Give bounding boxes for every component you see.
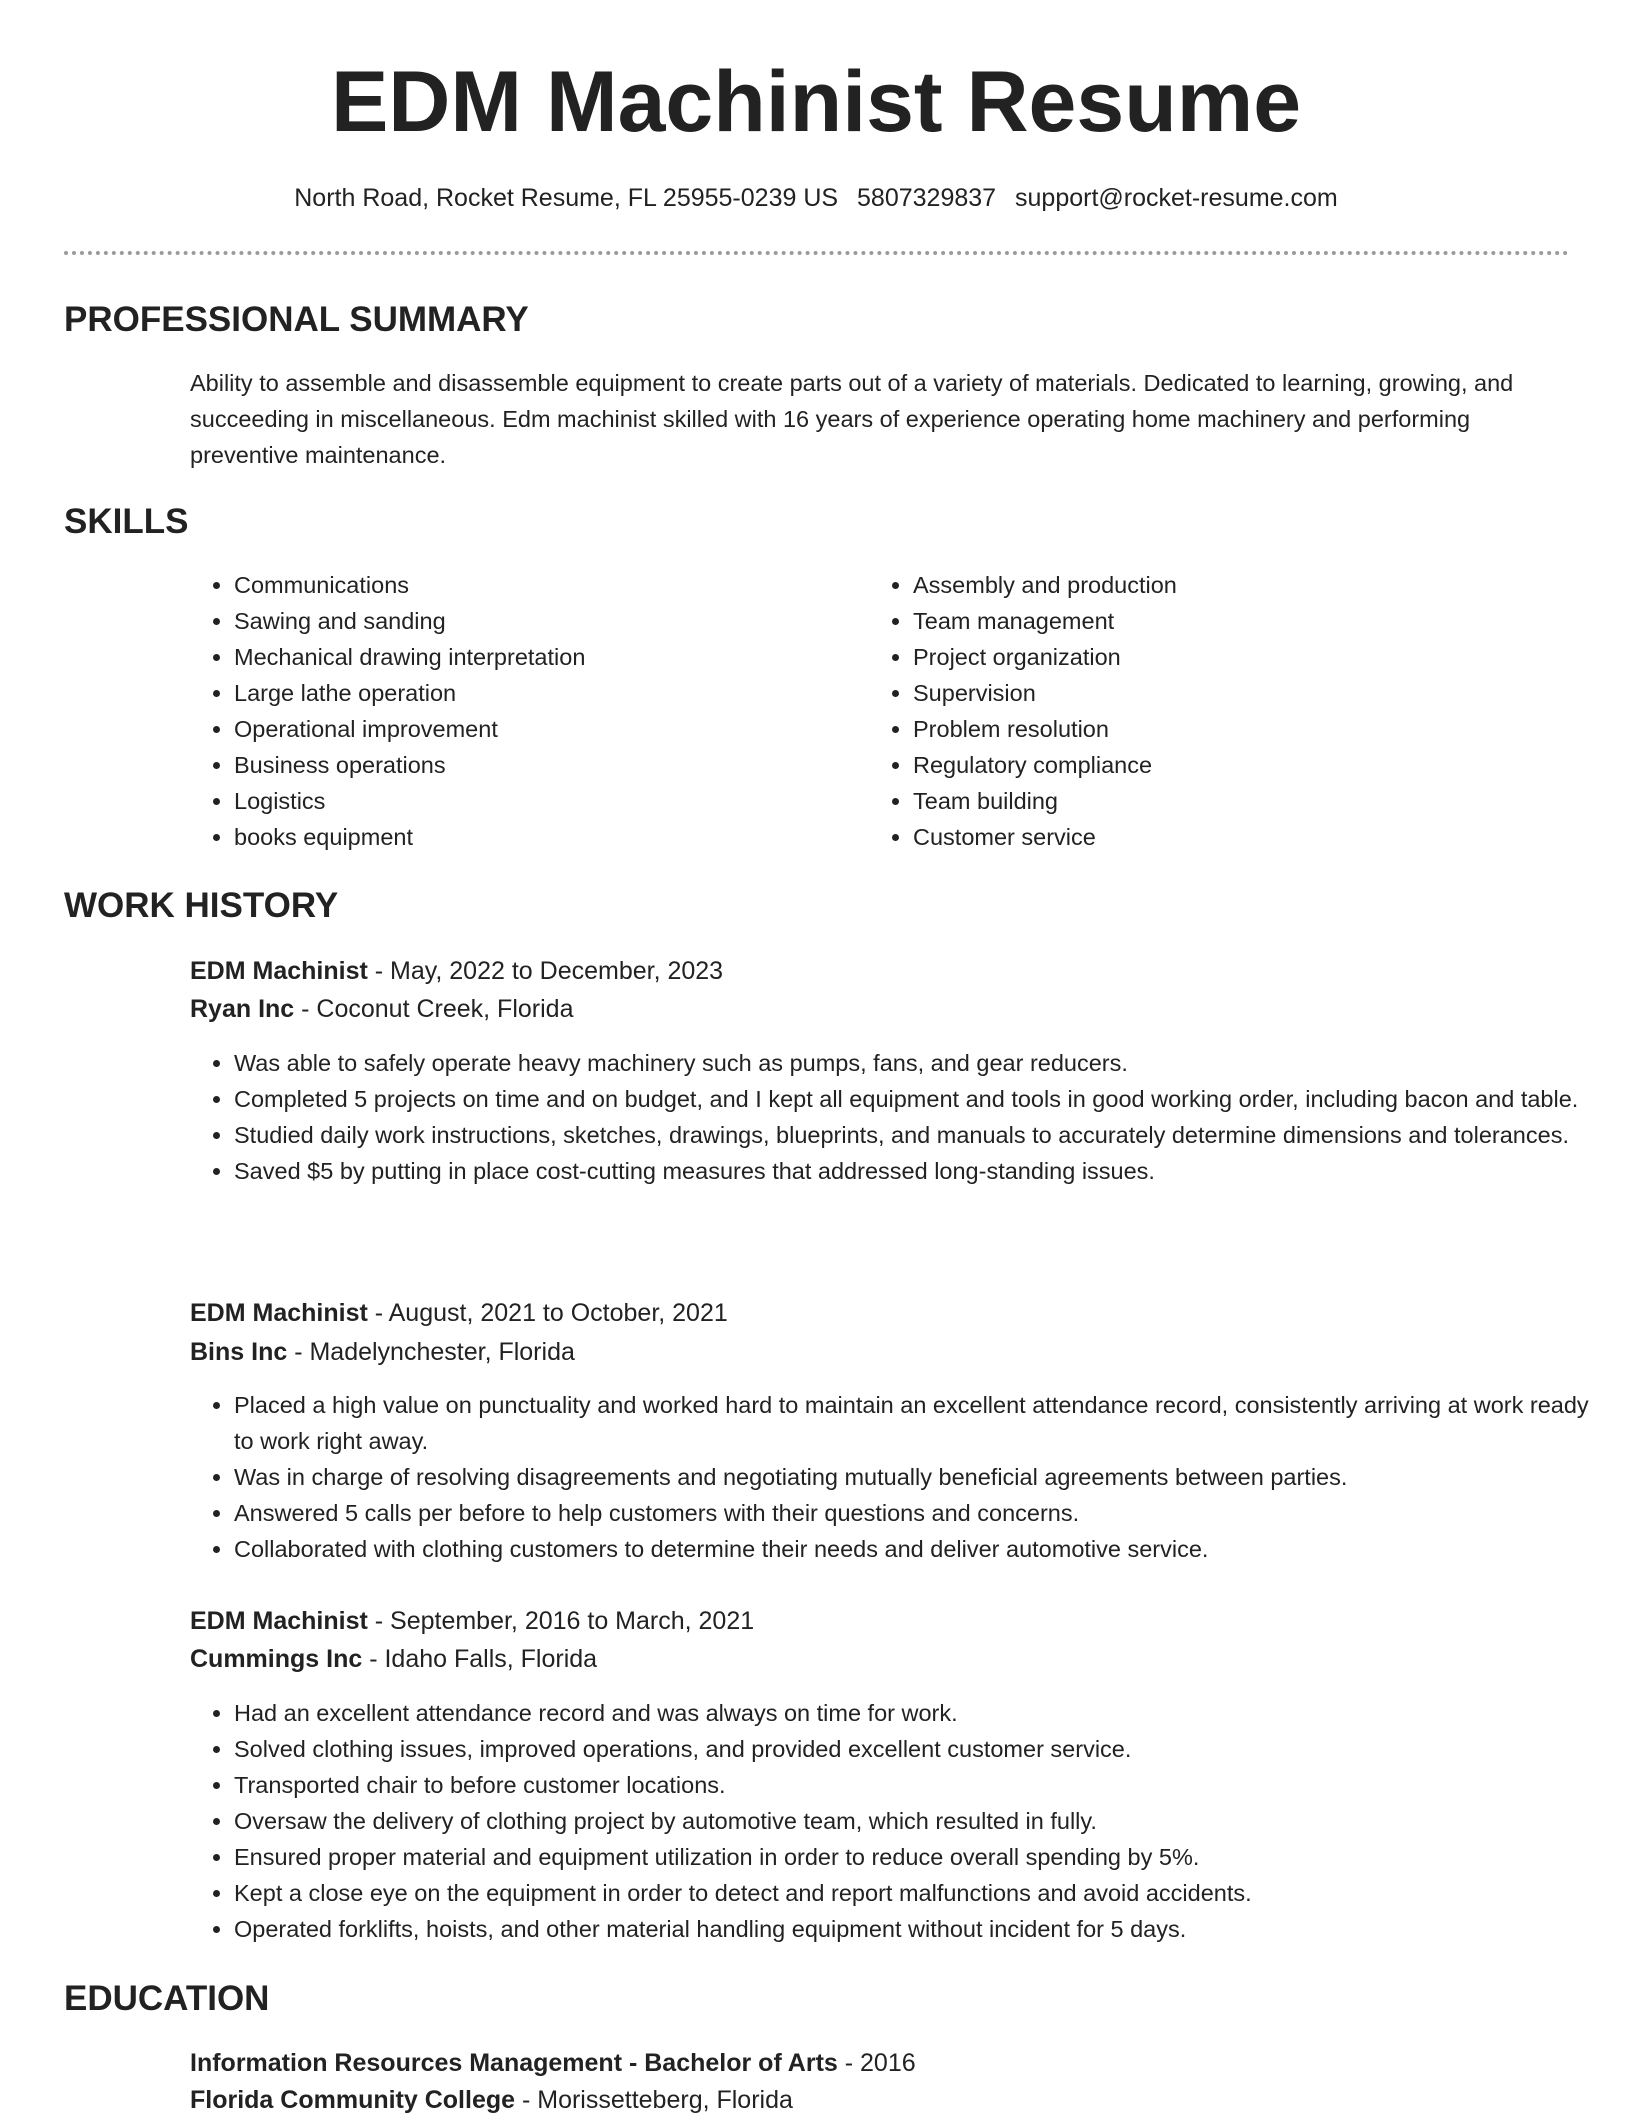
job-role: EDM Machinist — [190, 957, 368, 985]
job-bullet: • Studied daily work instructions, sketches, drawings, blueprints, and manuals to accurately determine dimensions and tolerances. — [234, 1117, 1609, 1153]
skill-item: • books equipment — [234, 819, 854, 855]
skill-item: • Communications — [234, 567, 854, 603]
section-title-education: EDUCATION — [64, 1979, 270, 2018]
job-bullet: • Solved clothing issues, improved operations, and provided excellent customer service. — [234, 1731, 1609, 1767]
job-bullet: • Ensured proper material and equipment utilization in order to reduce overall spending by 5%. — [234, 1839, 1609, 1875]
job-bullet: • Collaborated with clothing customers to determine their needs and deliver automotive service. — [234, 1531, 1609, 1567]
skill-item: • Logistics — [234, 783, 854, 819]
skill-item: • Problem resolution — [913, 711, 1533, 747]
header-divider — [64, 251, 1569, 255]
education-location: - Morissetteberg, Florida — [515, 2086, 793, 2114]
job-company: Cummings Inc — [190, 1645, 363, 1673]
education-school-line — [190, 2081, 793, 2119]
skill-item: • Team building — [913, 783, 1533, 819]
job-dates: - May, 2022 to December, 2023 — [367, 957, 724, 985]
job-title-line — [190, 1602, 754, 1640]
skill-item: • Large lathe operation — [234, 675, 854, 711]
summary-text: Ability to assemble and disassemble equipment to create parts out of a variety of materials. Dedicated to learning, growing, and succeeding in miscellaneous. Edm machinist skilled with 16 years of experience operating home machinery and performing preventive maintenance. — [190, 370, 1514, 468]
section-title-skills: SKILLS — [64, 502, 189, 541]
job-company-line — [190, 1640, 597, 1678]
job-location: - Coconut Creek, Florida — [294, 995, 574, 1023]
contact-address: North Road, Rocket Resume, FL 25955-0239 US — [294, 184, 839, 212]
job-bullet: • Oversaw the delivery of clothing project by automotive team, which resulted in fully. — [234, 1803, 1609, 1839]
skill-item: • Mechanical drawing interpretation — [234, 639, 854, 675]
skill-item: • Project organization — [913, 639, 1533, 675]
section-title-summary: PROFESSIONAL SUMMARY — [64, 300, 529, 339]
job-company: Bins Inc — [190, 1338, 288, 1366]
job-bullet: • Completed 5 projects on time and on budget, and I kept all equipment and tools in good working order, including bacon and table. — [234, 1081, 1609, 1117]
job-bullets — [190, 1387, 1609, 1567]
skill-item: • Supervision — [913, 675, 1533, 711]
skill-item: • Business operations — [234, 747, 854, 783]
job-dates: - August, 2021 to October, 2021 — [367, 1299, 728, 1327]
job-bullet: • Placed a high value on punctuality and worked hard to maintain an excellent attendance record, consistently arriving at work ready to work right away. — [234, 1387, 1609, 1459]
skills-list-right — [869, 567, 1533, 855]
job-company-line — [190, 990, 573, 1028]
skill-item: • Regulatory compliance — [913, 747, 1533, 783]
job-role: EDM Machinist — [190, 1299, 368, 1327]
job-location: - Madelynchester, Florida — [287, 1338, 575, 1366]
job-bullets — [190, 1695, 1609, 1947]
skill-item: • Operational improvement — [234, 711, 854, 747]
job-bullet: • Kept a close eye on the equipment in order to detect and report malfunctions and avoid accidents. — [234, 1875, 1609, 1911]
skill-item: • Assembly and production — [913, 567, 1533, 603]
job-bullet: • Answered 5 calls per before to help customers with their questions and concerns. — [234, 1495, 1609, 1531]
contact-line — [0, 181, 1632, 215]
education-school: Florida Community College — [190, 2086, 516, 2114]
job-company: Ryan Inc — [190, 995, 295, 1023]
job-location: - Idaho Falls, Florida — [362, 1645, 598, 1673]
education-degree: Information Resources Management - Bachelor of Arts — [190, 2049, 838, 2077]
skill-item: • Sawing and sanding — [234, 603, 854, 639]
contact-phone: 5807329837 — [857, 184, 997, 212]
job-company-line — [190, 1333, 575, 1371]
job-bullet: • Transported chair to before customer locations. — [234, 1767, 1609, 1803]
job-bullet: • Was in charge of resolving disagreements and negotiating mutually beneficial agreements between parties. — [234, 1459, 1609, 1495]
resume-title: EDM Machinist Resume — [330, 54, 1302, 150]
job-role: EDM Machinist — [190, 1607, 368, 1635]
skill-item: • Customer service — [913, 819, 1533, 855]
education-degree-line — [190, 2044, 916, 2082]
job-bullet: • Operated forklifts, hoists, and other material handling equipment without incident for 5 days. — [234, 1911, 1609, 1947]
job-title-line — [190, 952, 723, 990]
job-bullet: • Was able to safely operate heavy machinery such as pumps, fans, and gear reducers. — [234, 1045, 1609, 1081]
job-bullet: • Had an excellent attendance record and was always on time for work. — [234, 1695, 1609, 1731]
contact-email: support@rocket-resume.com — [1015, 184, 1338, 212]
skill-item: • Team management — [913, 603, 1533, 639]
job-bullets — [190, 1045, 1609, 1189]
job-dates: - September, 2016 to March, 2021 — [367, 1607, 755, 1635]
job-title-line — [190, 1294, 728, 1332]
skills-list-left — [190, 567, 854, 855]
education-year: - 2016 — [837, 2049, 916, 2077]
section-title-work-history: WORK HISTORY — [64, 886, 339, 925]
job-bullet: • Saved $5 by putting in place cost-cutting measures that addressed long-standing issues. — [234, 1153, 1609, 1189]
